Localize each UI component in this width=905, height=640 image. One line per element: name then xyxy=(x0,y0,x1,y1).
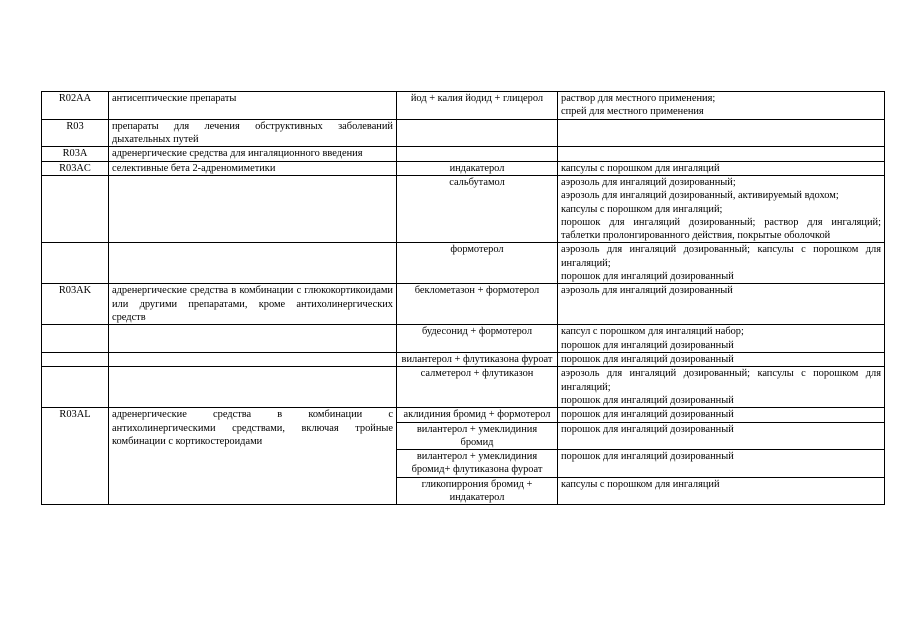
dosage-form-line: капсулы с порошком для ингаляций xyxy=(561,478,720,490)
table-row xyxy=(42,325,885,353)
inn-cell: будесонид + формотерол xyxy=(397,325,558,353)
dosage-form-cell xyxy=(558,243,885,284)
dosage-form-cell xyxy=(558,175,885,243)
atc-code-cell xyxy=(42,175,109,243)
group-cell xyxy=(109,352,397,366)
dosage-form-cell xyxy=(558,147,885,161)
inn-cell: салметерол + флутиказон xyxy=(397,367,558,408)
dosage-form-line: спрей для местного применения xyxy=(561,106,704,118)
table-row xyxy=(42,161,885,175)
dosage-form-line: порошок для ингаляций дозированный; раствор для ингаляций; таблетки пролонгированного действия, покрытые оболочкой xyxy=(561,216,881,242)
dosage-form-line: порошок для ингаляций дозированный xyxy=(561,271,734,283)
dosage-form-line: аэрозоль для ингаляций дозированный; xyxy=(561,176,736,188)
atc-code-cell xyxy=(42,352,109,366)
group-cell: адренергические средства в комбинации с антихолинергическими средствами, включая тройные комбинации с кортикостероидами xyxy=(109,408,397,505)
group-cell xyxy=(109,367,397,408)
group-cell: селективные бета 2-адреномиметики xyxy=(109,161,397,175)
dosage-form-line: аэрозоль для ингаляций дозированный xyxy=(561,285,733,297)
dosage-form-line: капсулы с порошком для ингаляций; xyxy=(561,203,723,215)
table-row xyxy=(42,284,885,325)
dosage-form-line: порошок для ингаляций дозированный xyxy=(561,409,734,421)
inn-cell: гликопиррония бромид + индакатерол xyxy=(397,477,558,505)
inn-cell: вилантерол + умеклидиния бромид+ флутиказона фуроат xyxy=(397,450,558,478)
inn-cell: формотерол xyxy=(397,243,558,284)
atc-code-cell: R02AA xyxy=(42,92,109,120)
inn-cell: беклометазон + формотерол xyxy=(397,284,558,325)
dosage-form-line: капсулы с порошком для ингаляций xyxy=(561,162,720,174)
table-row xyxy=(42,243,885,284)
dosage-form-line: капсул с порошком для ингаляций набор; xyxy=(561,326,744,338)
dosage-form-cell xyxy=(558,284,885,325)
dosage-form-cell xyxy=(558,325,885,353)
group-cell xyxy=(109,325,397,353)
atc-code-cell: R03A xyxy=(42,147,109,161)
dosage-form-line: порошок для ингаляций дозированный xyxy=(561,423,734,435)
table-row xyxy=(42,147,885,161)
atc-code-cell xyxy=(42,367,109,408)
inn-cell: индакатерол xyxy=(397,161,558,175)
inn-cell: аклидиния бромид + формотерол xyxy=(397,408,558,422)
dosage-form-line: порошок для ингаляций дозированный xyxy=(561,339,734,351)
group-cell: адренергические средства для ингаляционного введения xyxy=(109,147,397,161)
atc-code-cell: R03AL xyxy=(42,408,109,505)
table-row xyxy=(42,367,885,408)
dosage-form-line: порошок для ингаляций дозированный xyxy=(561,451,734,463)
table-row xyxy=(42,92,885,120)
dosage-form-cell xyxy=(558,477,885,505)
drug-classification-table xyxy=(41,91,885,505)
dosage-form-line: аэрозоль для ингаляций дозированный; капсулы с порошком для ингаляций; xyxy=(561,244,881,269)
dosage-form-line: раствор для местного применения; xyxy=(561,93,716,104)
atc-code-cell xyxy=(42,243,109,284)
dosage-form-cell xyxy=(558,92,885,120)
dosage-form-cell xyxy=(558,408,885,422)
atc-code-cell: R03AC xyxy=(42,161,109,175)
dosage-form-cell xyxy=(558,422,885,450)
dosage-form-cell xyxy=(558,367,885,408)
inn-cell: сальбутамол xyxy=(397,175,558,243)
group-cell: антисептические препараты xyxy=(109,92,397,120)
table-row xyxy=(42,175,885,243)
dosage-form-line: аэрозоль для ингаляций дозированный; капсулы с порошком для ингаляций; xyxy=(561,368,881,393)
table-row xyxy=(42,119,885,147)
inn-cell: йод + калия йодид + глицерол xyxy=(397,92,558,120)
table-row xyxy=(42,352,885,366)
table-row xyxy=(42,408,885,422)
group-cell: препараты для лечения обструктивных заболеваний дыхательных путей xyxy=(109,119,397,147)
dosage-form-cell xyxy=(558,352,885,366)
dosage-form-line: порошок для ингаляций дозированный xyxy=(561,394,734,406)
group-cell xyxy=(109,175,397,243)
dosage-form-cell xyxy=(558,161,885,175)
inn-cell: вилантерол + флутиказона фуроат xyxy=(397,352,558,366)
inn-cell xyxy=(397,119,558,147)
atc-code-cell: R03AK xyxy=(42,284,109,325)
dosage-form-cell xyxy=(558,119,885,147)
atc-code-cell: R03 xyxy=(42,119,109,147)
inn-cell: вилантерол + умеклидиния бромид xyxy=(397,422,558,450)
atc-code-cell xyxy=(42,325,109,353)
inn-cell xyxy=(397,147,558,161)
dosage-form-cell xyxy=(558,450,885,478)
dosage-form-line: порошок для ингаляций дозированный xyxy=(561,353,734,365)
group-cell: адренергические средства в комбинации с глюкокортикоидами или другими препаратами, кроме антихолинергических средств xyxy=(109,284,397,325)
group-cell xyxy=(109,243,397,284)
dosage-form-line: аэрозоль для ингаляций дозированный, активируемый вдохом; xyxy=(561,190,839,202)
